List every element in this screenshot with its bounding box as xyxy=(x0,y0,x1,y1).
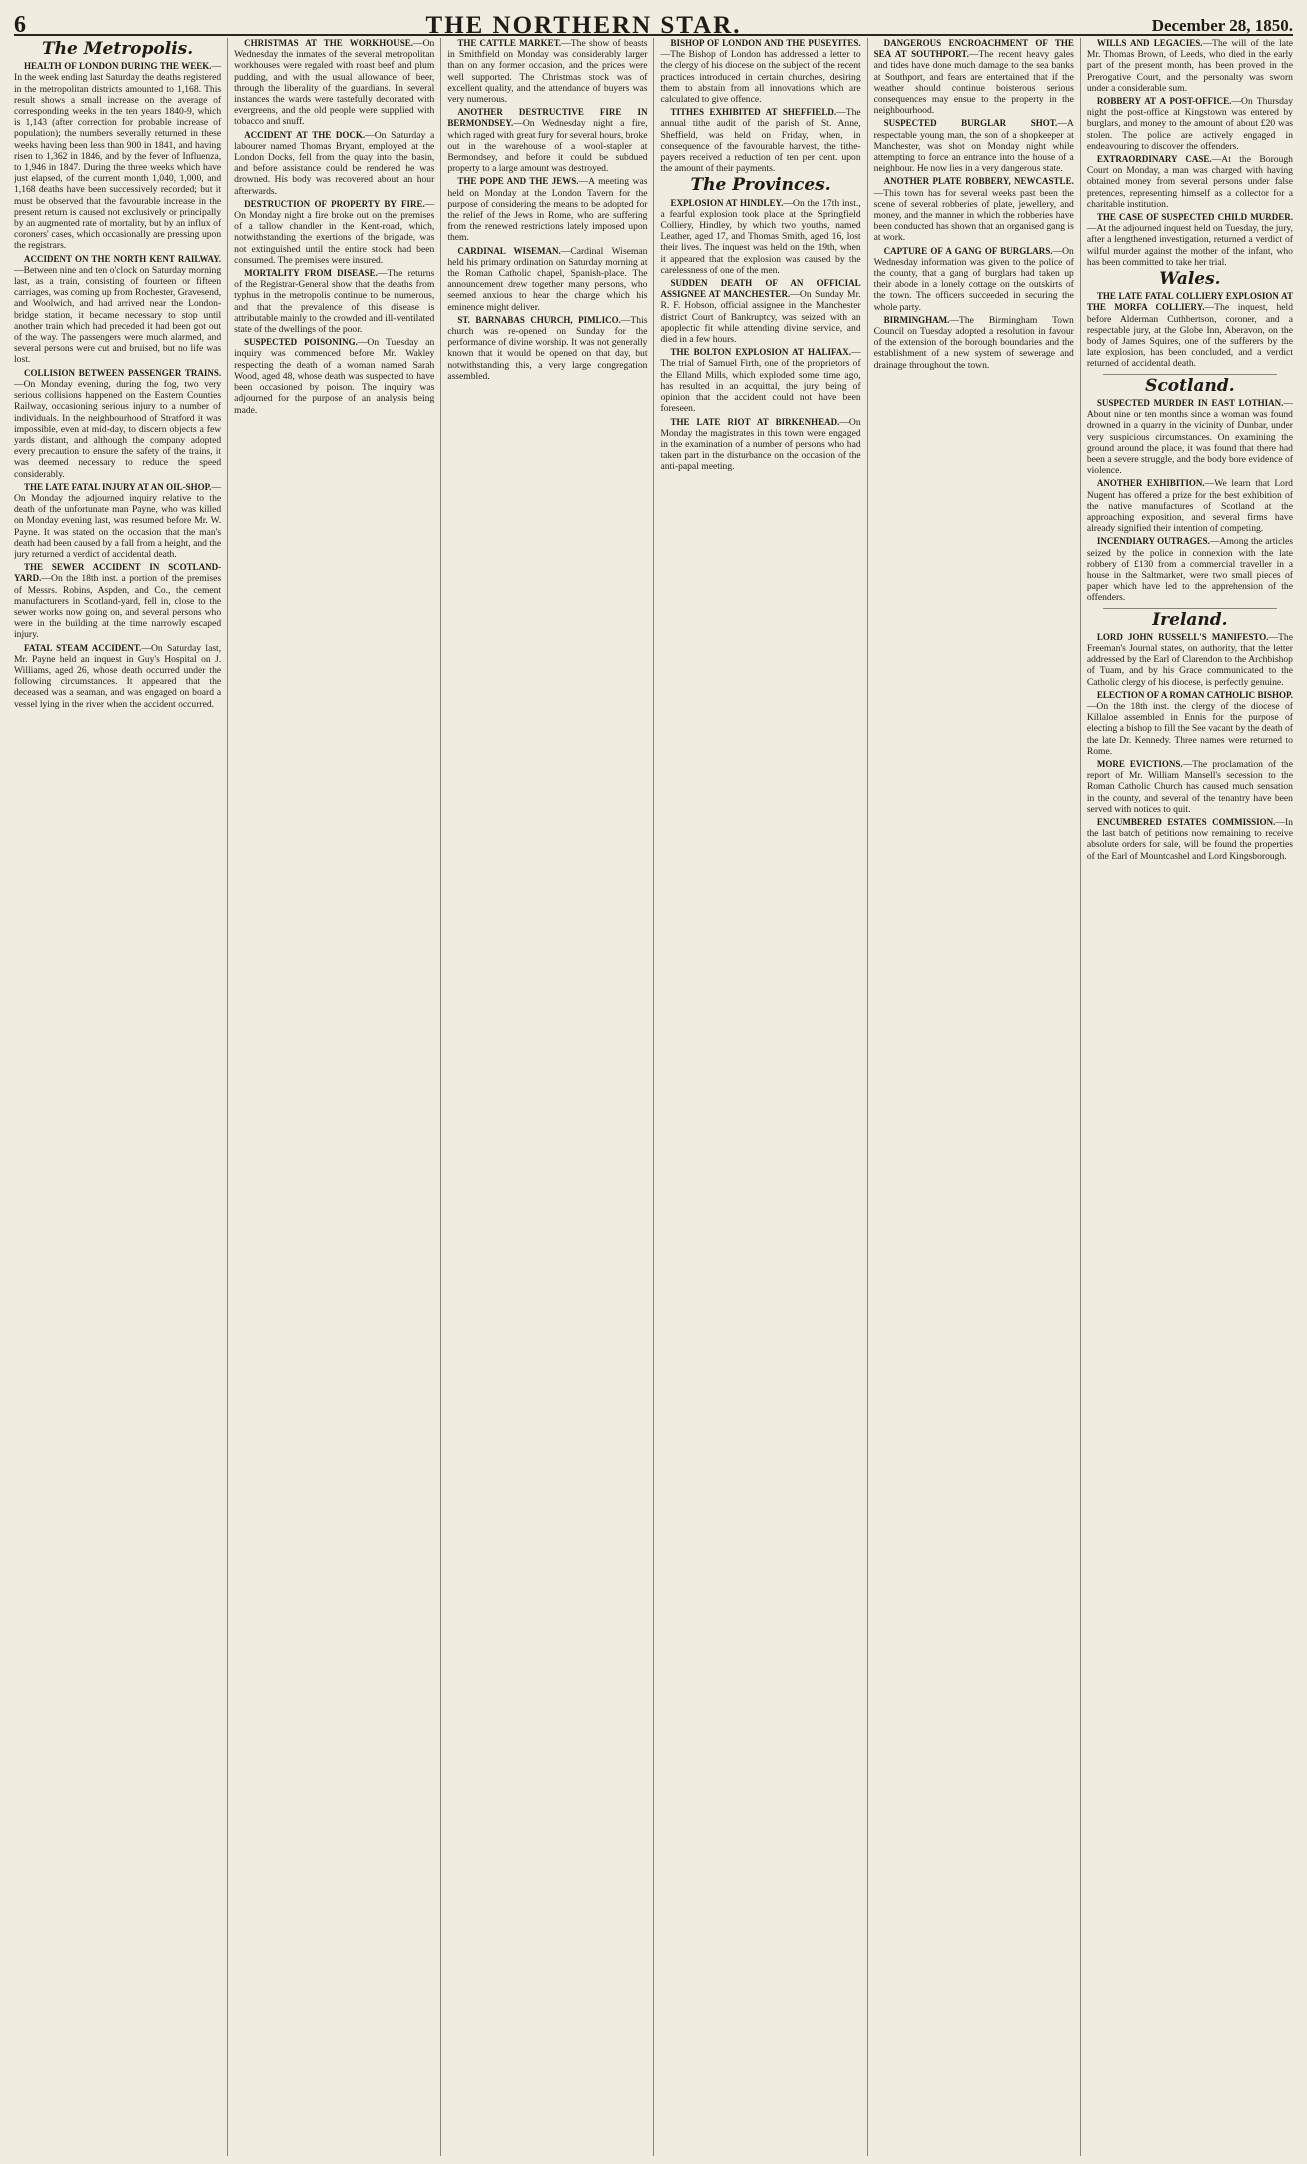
article-heading: FATAL STEAM ACCIDENT. xyxy=(24,642,142,653)
article-heading: THE LATE FATAL INJURY AT AN OIL-SHOP. xyxy=(24,481,212,492)
article-body: —The annual tithe audit of the parish of St. Anne, Sheffield, was held on Friday, when, in consequence of the favourable harvest, the tithe-payers received a reduction of ten per cent. upon the amount of their payments. xyxy=(660,107,861,175)
article-heading: THE LATE RIOT AT BIRKENHEAD. xyxy=(670,416,840,427)
article-body: —The will of the late Mr. Thomas Brown, of Leeds, who died in the early part of the present month, has been proved in the Prerogative Court, and the personalty was sworn under a considerable sum. xyxy=(1086,38,1293,94)
article-body: —On Wednesday night a fire, which raged with great fury for several hours, broke out in the warehouse of a wool-stapler at Bermondsey, and before it could be subdued property to a large amount was destroyed. xyxy=(447,118,648,175)
scotland-articles xyxy=(1087,398,1293,604)
article xyxy=(1087,398,1293,476)
article-body: —On Monday night a fire broke out on the premises of a tallow chandler in the Kent-road, which, notwithstanding the exertions of the brigade, was not extinguished until the entire stock had been consumed. The premises were insured. xyxy=(234,198,435,266)
article xyxy=(234,199,434,266)
article xyxy=(660,347,860,414)
article-body: —The Bishop of London has addressed a letter to the clergy of his diocese on the subject of the recent practices introduced in certain churches, desiring them to abstain from all innovations which are calculated to give offence. xyxy=(660,49,861,106)
article xyxy=(14,643,221,710)
article-heading: ELECTION OF A ROMAN CATHOLIC BISHOP. xyxy=(1096,689,1293,700)
column-grid xyxy=(14,38,1293,2156)
masthead xyxy=(14,4,1293,39)
article-heading: ST. BARNABAS CHURCH, PIMLICO. xyxy=(457,314,621,325)
article xyxy=(234,337,434,415)
article xyxy=(1087,154,1293,210)
article-heading: MORE EVICTIONS. xyxy=(1096,758,1183,769)
article-body: —On Monday the adjourned inquiry relative to the death of the unfortunate man Payne, who was killed on Monday evening last, was resumed before Mr. W. Payne. It was stated on the occasion that the man's death had been caused by a fall from a height, and the jury returned a verdict of accidental death. xyxy=(14,481,222,560)
article-body: —Cardinal Wiseman held his primary ordination on Saturday morning at the Roman Catholic chapel, Spanish-place. The announcement drew together many persons, who seemed anxious to hear the charge which his eminence might deliver. xyxy=(447,245,648,313)
section-heading-ireland: Ireland. xyxy=(1152,609,1228,630)
article-heading: THE SEWER ACCIDENT IN SCOTLAND-YARD. xyxy=(14,562,222,584)
article xyxy=(447,246,647,313)
article-heading: ACCIDENT AT THE DOCK. xyxy=(244,129,366,140)
column-6-articles xyxy=(1087,38,1293,268)
article xyxy=(1087,212,1293,268)
article-body: —The Freeman's Journal states, on authority, that the letter addressed by the Earl of Clarendon to the Archbishop of Tuam, and by his Grace communicated to the Catholic clergy of his diocese, is perfectly genuine. xyxy=(1086,631,1293,688)
column-3 xyxy=(440,38,653,2156)
article xyxy=(1087,536,1293,603)
ireland-articles xyxy=(1087,632,1293,862)
column-5-articles xyxy=(874,38,1074,371)
article-body: —The inquest, held before Alderman Cuthbertson, coroner, and a respectable jury, at the Globe Inn, Aberavon, on the body of James Squires, one of the sufferers by the late explosion, has been concluded, and a verdict returned of accidental death. xyxy=(1086,302,1293,370)
rule xyxy=(1103,608,1277,609)
article-heading: ANOTHER PLATE ROBBERY, NEWCASTLE. xyxy=(883,176,1074,187)
article xyxy=(874,315,1074,371)
article-body: —On the 18th inst. a portion of the premises of Messrs. Robins, Aspden, and Co., the cement manufacturers in Scotland-yard, fell in, close to the sewer works now going on, and several persons who were in the building at the time narrowly escaped injury. xyxy=(14,573,222,641)
article-body: —On Monday the magistrates in this town were engaged in the examination of a number of persons who had taken part in the disturbance on the occasion of the anti-papal meeting. xyxy=(660,416,861,473)
article-body: —A meeting was held on Monday at the London Tavern for the purpose of considering the means to be adopted for the relief of the Jews in Rome, who are suffering from the renewed restrictions lately imposed upon them. xyxy=(447,176,648,244)
article-heading: EXTRAORDINARY CASE. xyxy=(1096,154,1212,165)
provinces-articles xyxy=(660,198,860,473)
article-heading: INCENDIARY OUTRAGES. xyxy=(1096,536,1210,547)
article-heading: SUDDEN DEATH OF AN OFFICIAL ASSIGNEE AT MANCHESTER. xyxy=(660,278,861,300)
article-body: —The show of beasts in Smithfield on Monday was considerably larger than on any former occasion, and the prices were well supported. The Christmas stock was of excellent quality, and the attendance of buyers was very numerous. xyxy=(447,38,648,106)
article-heading: THE BOLTON EXPLOSION AT HALIFAX. xyxy=(670,347,852,358)
article-body: —On Thursday night the post-office at Kingstown was entered by burglars, and money to the amount of about £20 was stolen. The police are actively engaged in endeavouring to discover the offenders. xyxy=(1086,96,1293,152)
article xyxy=(14,61,221,251)
section-heading-provinces: The Provinces. xyxy=(690,175,831,196)
article xyxy=(1087,291,1293,369)
section-heading-metropolis: The Metropolis. xyxy=(41,39,194,59)
article-body: —The trial of Samuel Firth, one of the proprietors of the Elland Mills, which exploded some time ago, has resulted in an acquittal, the jury being of opinion that the accident could not have been foreseen. xyxy=(660,347,861,415)
column-1 xyxy=(14,38,227,2156)
article xyxy=(234,130,434,197)
article-body: —We learn that Lord Nugent has offered a prize for the best exhibition of the native manufactures of Scotland at the approaching exposition, and several firms have already signified their intention of competing. xyxy=(1086,478,1293,535)
article-heading: LORD JOHN RUSSELL'S MANIFESTO. xyxy=(1096,631,1269,642)
column-6 xyxy=(1080,38,1293,2156)
article-heading: TITHES EXHIBITED AT SHEFFIELD. xyxy=(670,107,837,118)
article xyxy=(874,118,1074,174)
article xyxy=(447,176,647,243)
article-body: —The Birmingham Town Council on Tuesday adopted a resolution in favour of the extension of the borough boundaries and the establishment of a new system of sewerage and drainage throughout the town. xyxy=(873,314,1074,371)
article-heading: DANGEROUS ENCROACHMENT OF THE SEA AT SOUTHPORT. xyxy=(873,38,1074,60)
article-body: —On Saturday last, Mr. Payne held an inquest in Guy's Hospital on J. Williams, aged 26, whose death occurred under the following circumstances. It appeared that the deceased was a seaman, and was engaged on board a vessel lying in the river when the accident occurred. xyxy=(14,642,222,710)
article-body: —Among the articles seized by the police in connexion with the late robbery of £130 from a commercial traveller in a house in the Saltmarket, were two small pieces of paper which have led to the apprehension of the offenders. xyxy=(1086,536,1293,604)
article-heading: COLLISION BETWEEN PASSENGER TRAINS. xyxy=(24,367,222,378)
article xyxy=(874,246,1074,313)
article xyxy=(1087,759,1293,815)
article xyxy=(14,482,221,560)
article-body: —The recent heavy gales and tides have done much damage to the sea banks at Southport, and fears are entertained that if the weather should continue boisterous serious consequences may ensue to the property in the neighbourhood. xyxy=(873,49,1074,117)
article-heading: CHRISTMAS AT THE WORKHOUSE. xyxy=(244,38,413,48)
article-heading: HEALTH OF LONDON DURING THE WEEK. xyxy=(24,61,212,72)
article-heading: ROBBERY AT A POST-OFFICE. xyxy=(1096,96,1232,107)
issue-date: December 28, 1850. xyxy=(1151,15,1293,35)
article xyxy=(14,368,221,480)
article-heading: ENCUMBERED ESTATES COMMISSION. xyxy=(1096,817,1276,827)
article xyxy=(447,38,647,105)
article xyxy=(660,107,860,174)
article xyxy=(1087,690,1293,757)
article-heading: SUSPECTED MURDER IN EAST LOTHIAN. xyxy=(1096,397,1284,408)
article-heading: ANOTHER DESTRUCTIVE FIRE IN BERMONDSEY. xyxy=(447,107,648,129)
article xyxy=(660,417,860,473)
article-body: —In the week ending last Saturday the deaths registered in the metropolitan districts amounted to 1,168. This result shows a small increase on the average of corresponding weeks in the ten years 1840-9, which is 1,143 (after correction for probable increase of population); the numbers severally returned in these weeks having been less than 900 in 1841, and having risen to 1,362 in 1846, and by the fever of Influenza, to 1,946 in 1847. During the three weeks which have just elapsed, of the current month 1,040, 1,000, and 1,168 deaths have been successively recorded; but it must be observed that the favourable increase in the present return is caused not exclusively or principally by an augmented rate of mortality, but by an influx of coroners' cases, which occasionally are pressing upon the registrars. xyxy=(14,61,222,252)
column-4 xyxy=(653,38,866,2156)
article xyxy=(1087,632,1293,688)
article-body: —On Tuesday an inquiry was commenced before Mr. Wakley respecting the death of a woman named Sarah Wood, aged 48, whose death was suspected to have been occasioned by poison. The inquiry was adjourned for the purpose of an analysis being made. xyxy=(234,337,435,416)
article xyxy=(1087,96,1293,152)
article xyxy=(14,254,221,366)
article-body: —In the last batch of petitions now remaining to receive absolute orders for sale, will be found the properties of the Earl of Mountcashel and Lord Kingsborough. xyxy=(1086,817,1293,862)
article-body: —This town has for several weeks past been the scene of several robberies of plate, jewellery, and money, and the manner in which the robberies have been conducted has shown that an organised gang is at work. xyxy=(873,187,1074,244)
article-heading: ACCIDENT ON THE NORTH KENT RAILWAY. xyxy=(24,253,222,264)
article xyxy=(1087,478,1293,534)
article xyxy=(234,268,434,335)
page-number: 6 xyxy=(14,11,26,38)
article-body: —At the adjourned inquest held on Tuesday, the jury, after a lengthened investigation, returned a verdict of wilful murder against the mother of the infant, who has been committed to take her trial. xyxy=(1086,223,1293,268)
article-body: —On the 18th inst. the clergy of the diocese of Killaloe assembled in Ennis for the purpose of electing a bishop to fill the See vacant by the death of the late Dr. Kennedy. Three names were returned to Rome. xyxy=(1086,700,1293,757)
article xyxy=(874,176,1074,243)
column-2 xyxy=(227,38,440,2156)
article-body: —The proclamation of the report of Mr. William Mansell's secession to the Roman Catholic Church has caused much sensation in the county, and several of the tenantry have been served with notices to quit. xyxy=(1086,758,1293,815)
article-body: —About nine or ten months since a woman was found drowned in a quarry in the vicinity of Dunbar, under very suspicious circumstances. On examining the ground around the place, it was found that there had been a severe struggle, and the body bore evidence of violence. xyxy=(1086,397,1293,477)
article-heading: MORTALITY FROM DISEASE. xyxy=(244,268,378,279)
article-body: —On Sunday Mr. R. F. Hobson, official assignee in the Manchester district Court of Bankruptcy, was seized with an apoplectic fit while attending divine service, and died in a few hours. xyxy=(660,289,861,346)
article-body: —At the Borough Court on Monday, a man was charged with having obtained money from several persons under false pretences, representing himself as a collector for a charitable institution. xyxy=(1086,154,1293,210)
article-heading: WILLS AND LEGACIES. xyxy=(1096,38,1203,48)
article-heading: THE CATTLE MARKET. xyxy=(457,38,562,48)
article-heading: SUSPECTED POISONING. xyxy=(244,337,358,348)
metropolis-articles xyxy=(14,61,221,710)
article-body: —The returns of the Registrar-General show that the deaths from typhus in the metropolis continue to be numerous, and that the prevalence of this disease is attributable mainly to the crowded and ill-ventilated state of the dwellings of the poor. xyxy=(234,268,435,336)
article-heading: SUSPECTED BURGLAR SHOT. xyxy=(883,118,1058,129)
article-heading: BISHOP OF LONDON AND THE PUSEYITES. xyxy=(670,38,861,48)
article-heading: ANOTHER EXHIBITION. xyxy=(1096,478,1205,489)
wales-articles xyxy=(1087,291,1293,369)
article-heading: THE LATE FATAL COLLIERY EXPLOSION AT THE MORFA COLLIERY. xyxy=(1086,291,1293,313)
article-body: —On the 17th inst., a fearful explosion took place at the Springfield Colliery, Hindley, by which two youths, named Leather, aged 17, and Thomas Smith, aged 16, lost their lives. The inquest was held on the 19th, when it appeared that the explosion was caused by the carelessness of one of the men. xyxy=(660,197,861,276)
article-body: —On Wednesday information was given to the police of the county, that a gang of burglars had taken up their abode in a lonely cottage on the outskirts of the town. The officers succeeded in securing the whole party. xyxy=(873,245,1074,313)
article xyxy=(660,198,860,276)
article xyxy=(14,562,221,640)
article-heading: BIRMINGHAM. xyxy=(883,314,950,325)
article xyxy=(874,38,1074,116)
article-heading: THE POPE AND THE JEWS. xyxy=(457,176,579,187)
rule xyxy=(1103,374,1277,375)
column-4-articles-top xyxy=(660,38,860,174)
article-body: —On Monday evening, during the fog, two very serious collisions happened on the Eastern Counties Railway, occasioning serious injury to a number of individuals. In the neighbourhood of Stratford it was impossible, even at mid-day, to discern objects a few yards distant, and although the company adopted every precaution to ensure the safety of the trains, it was deemed necessary to reduce the speed considerably. xyxy=(14,378,222,480)
article-body: —On Saturday a labourer named Thomas Bryant, employed at the London Docks, fell from the quay into the basin, and before assistance could be rendered he was drowned. His body was recovered about an hour afterwards. xyxy=(234,129,435,197)
masthead-title: THE NORTHERN STAR. xyxy=(425,11,742,39)
article-body: —This church was re-opened on Sunday for the performance of divine worship. It was not generally known that it would be opened on that day, but notwithstanding this, a very large congregation assembled. xyxy=(447,314,648,382)
column-2-articles xyxy=(234,38,434,416)
article xyxy=(447,107,647,174)
article-body: —On Wednesday the inmates of the several metropolitan workhouses were regaled with roast beef and plum pudding, and with the usual allowance of beer, through the liberality of the guardians. In several instances the wards were tastefully decorated with evergreens, and the old people were supplied with tobacco and snuff. xyxy=(234,38,435,128)
section-heading-wales: Wales. xyxy=(1159,269,1221,290)
section-heading-scotland: Scotland. xyxy=(1145,375,1235,396)
article-heading: EXPLOSION AT HINDLEY. xyxy=(670,197,784,208)
article xyxy=(1087,817,1293,862)
article xyxy=(234,38,434,128)
article-body: —Between nine and ten o'clock on Saturday morning last, as a train, consisting of fourteen or fifteen carriages, was coming up from Rochester, Gravesend, and Woolwich, and had arrived near the London-bridge station, it became necessary to stop until another train which had preceded it had been got out of the way. The passengers were much alarmed, and several persons were cut and bruised, but no life was lost. xyxy=(14,264,222,366)
column-3-articles xyxy=(447,38,647,382)
article-heading: THE CASE OF SUSPECTED CHILD MURDER. xyxy=(1096,212,1293,223)
article xyxy=(1087,38,1293,94)
article xyxy=(660,278,860,345)
article-body: —A respectable young man, the son of a shopkeeper at Manchester, was shot on Monday night while attempting to force an entrance into the house of a neighbour. He now lies in a very dangerous state. xyxy=(873,118,1074,175)
article-heading: CARDINAL WISEMAN. xyxy=(457,245,561,256)
article-heading: DESTRUCTION OF PROPERTY BY FIRE. xyxy=(244,198,425,209)
article xyxy=(447,315,647,382)
article xyxy=(660,38,860,105)
article-heading: CAPTURE OF A GANG OF BURGLARS. xyxy=(883,245,1053,256)
column-5 xyxy=(867,38,1080,2156)
